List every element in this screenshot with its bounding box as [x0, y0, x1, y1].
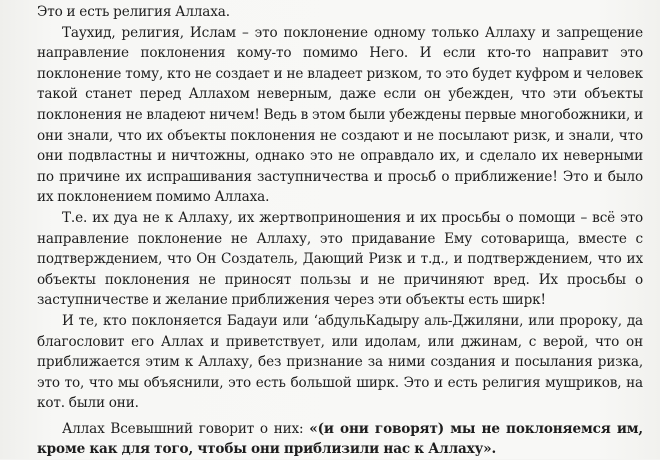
quote-intro: Аллах Всевышний говорит о них:: [62, 420, 310, 437]
quran-quote: «(и они говорят) мы не поклоняемся им, кроме как для того, чтобы они приблизили нас к Аллаху».: [37, 420, 643, 458]
document-body: [37, 2, 643, 460]
paragraph-tawhid: Таухид, религия, Ислам – это поклонение одному только Аллаху и запрещение направление поклонения кому-то помимо Него. И если кто-то направит это поклонение тому, кто не создает и не владеет ризком, то это будет куфром и человек такой станет перед Аллахом неверным, даже если он убежден, что эти объекты поклонения не владеют ничем! Ведь в этом были убеждены первые многобожники, и они знали, что их объекты поклонения не создают и не посылают ризк, и знали, что они подвластны и ничтожны, однако это не оправдало их, и сделало их неверными по причине их испрашивания заступничества и просьб о приближение! Это и было их поклонением помимо Аллаха.: [37, 24, 643, 206]
paragraph-quran-quote: [37, 419, 643, 460]
lead-line: Это и есть религия Аллаха.: [37, 4, 230, 20]
paragraph-badawi: И те, кто поклоняется Бадауи или ‘абдульКадыру аль-Джиляни, или пророку, да благословит его Аллах и приветствует, или идолам, или джинам, с верой, что он приближается этим к Аллаху, без признание за ними создания и посылания ризка, это то, что мы объяснили, это есть большой ширк. Это и есть религия мушриков, на кот. были они.: [37, 312, 643, 412]
paragraph-dua: Т.е. их дуа не к Аллаху, их жертвоприношения и их просьбы о помощи – всё это направление поклонение не Аллаху, это придавание Ему сотоварища, вместе с подтверждением, что Он Создатель, Дающий Ризк и т.д., и подтверждением, что их объекты поклонения не приносят пользы и не причиняют вред. Их просьбы о заступничестве и желание приближения через эти объекты есть ширк!: [37, 209, 643, 309]
